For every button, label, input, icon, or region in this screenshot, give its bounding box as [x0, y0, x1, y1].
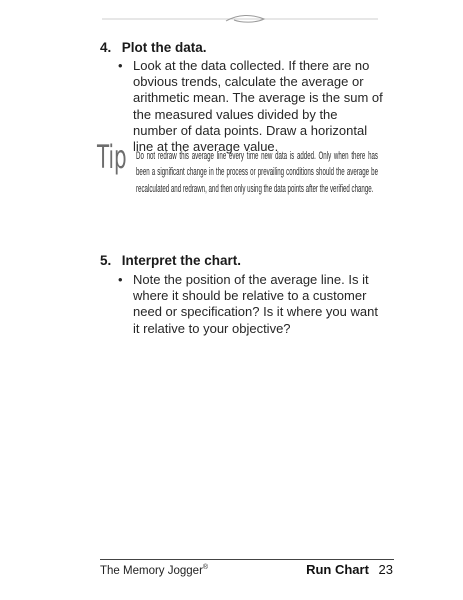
step-5-heading	[100, 253, 241, 268]
footer-book-title	[100, 564, 208, 577]
footer-section	[306, 562, 393, 577]
step-5-bullet	[118, 272, 383, 337]
step-5-number: 5.	[100, 253, 112, 268]
bullet-icon: •	[118, 272, 123, 287]
tip-text: Do not redraw this average line every time new data is added. Only when there has been a significant change in the process or prevailing conditions should the average be recalculated and redrawn, and then only using the data points after the verified change.	[136, 150, 378, 195]
step-4-bullet	[118, 58, 383, 155]
footer-rule	[100, 559, 394, 560]
step-5-bullet-text: Note the position of the average line. Is it where it should be relative to a customer need or specification? Is it where you want it relative to your objective?	[133, 272, 378, 336]
tip-label: Tip	[97, 138, 127, 176]
footer-page-number: 23	[378, 562, 393, 577]
step-4-title: Plot the data.	[121, 40, 207, 55]
step-4-number: 4.	[100, 40, 112, 55]
step-5-title: Interpret the chart.	[121, 253, 242, 268]
step-4-heading	[100, 40, 207, 55]
bullet-icon: •	[118, 58, 123, 73]
footer-trademark: ®	[202, 564, 209, 571]
footer-section-title: Run Chart	[306, 562, 369, 577]
footer-book-title-text: The Memory Jogger	[100, 564, 203, 577]
top-ornament	[102, 10, 378, 30]
step-4-bullet-text: Look at the data collected. If there are no obvious trends, calculate the average or arithmetic mean. The average is the sum of the measured values divided by the number of data points. Draw a horizontal line at the average value.	[133, 58, 383, 155]
